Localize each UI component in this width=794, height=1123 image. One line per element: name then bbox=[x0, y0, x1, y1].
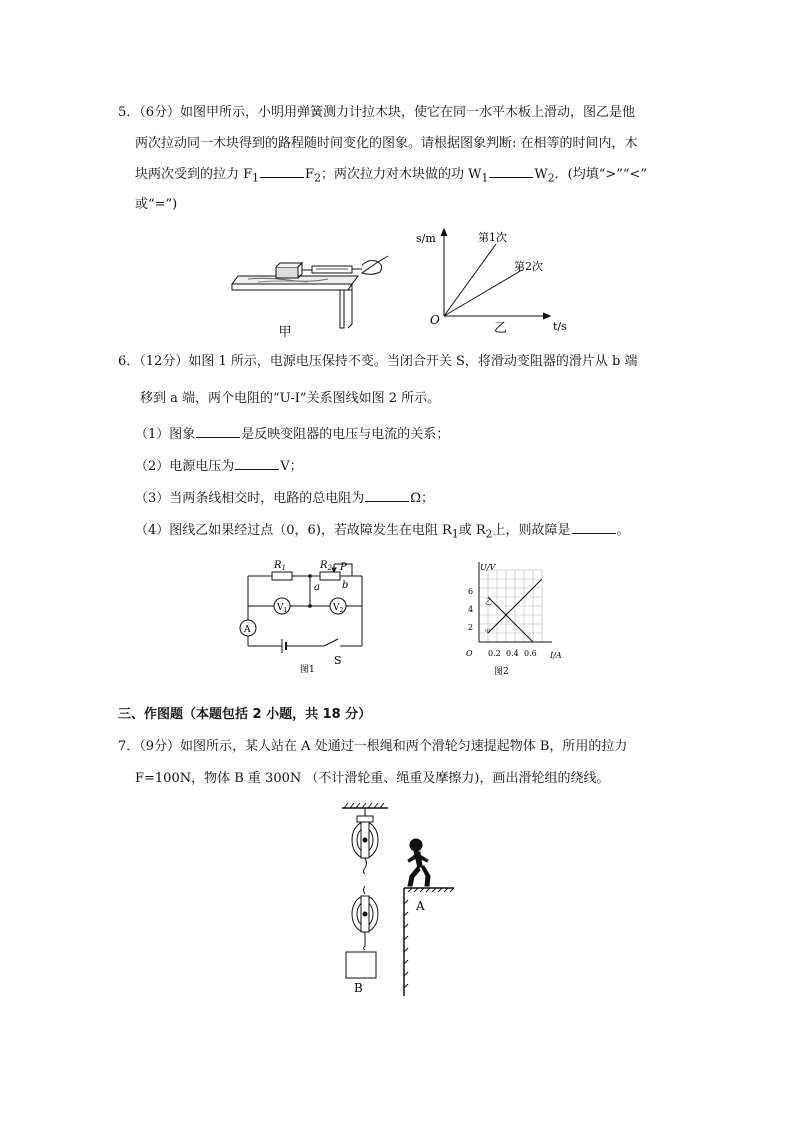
label-b: b bbox=[342, 580, 349, 591]
q5-line-3 bbox=[135, 165, 647, 188]
series-line-1 bbox=[444, 244, 496, 316]
figure-jia-caption: 甲 bbox=[278, 325, 292, 340]
label-v2: $V_2$ bbox=[333, 603, 344, 614]
label-a: a bbox=[314, 582, 320, 593]
person-icon bbox=[408, 839, 430, 886]
subscript: 2 bbox=[485, 527, 493, 541]
x-tick-0.4: 0.4 bbox=[506, 649, 519, 658]
q5-text-work-1: ；两次拉力对木块做的功 W bbox=[320, 167, 482, 182]
label-ammeter: A bbox=[244, 625, 251, 635]
y-tick-2: 2 bbox=[468, 623, 474, 632]
q6-line-1: 6．（12分）如图 1 所示，电源电压保持不变。当闭合开关 S，将滑动变阻器的滑片从 b 端 bbox=[118, 354, 638, 369]
x-axis-label: I/A bbox=[550, 651, 562, 660]
series-label-1: 第1次 bbox=[478, 231, 507, 244]
q7-line-1: 7．（9分）如图所示，某人站在 A 处通过一根绳和两个滑轮匀速提起物体 B，所用的拉力 bbox=[118, 739, 628, 754]
label-p: P bbox=[340, 562, 347, 573]
series-label-jia: 甲 bbox=[485, 629, 491, 635]
label-a: A bbox=[416, 899, 425, 913]
circuit-diagram bbox=[236, 556, 376, 678]
q5-line-1: 5．（6分）如图甲所示，小明用弹簧测力计拉木块，使它在同一水平木板上滑动，图乙是他 bbox=[118, 105, 636, 120]
switch-s bbox=[324, 639, 338, 646]
label-switch: S bbox=[334, 654, 342, 667]
q6-blank-2[interactable] bbox=[235, 457, 279, 470]
q6-part-4-text-a: （4）图线乙如果经过点（0，6)，若故障发生在电阻 R bbox=[135, 523, 452, 538]
q5-line-4: 或“=”) bbox=[135, 197, 178, 212]
q6-part-4-text-b: 或 R bbox=[458, 523, 486, 538]
figure-yi-caption: 乙 bbox=[494, 321, 508, 336]
label-r1: $R_1$ bbox=[274, 560, 286, 572]
series-label-yi: 乙 bbox=[485, 598, 492, 606]
q5-text-hint: ．(均填“>”“<” bbox=[554, 167, 648, 182]
subscript: 2 bbox=[314, 171, 321, 185]
q5-text-force-1: 块两次受到的拉力 F bbox=[135, 167, 253, 182]
x-tick-0.6: 0.6 bbox=[524, 649, 537, 658]
q6-part-2-text-b: V； bbox=[280, 459, 303, 474]
origin-label: O bbox=[466, 649, 473, 658]
label-b: B bbox=[354, 981, 363, 995]
q6-part-2-text-a: （2）电源电压为 bbox=[135, 459, 235, 474]
q6-blank-4[interactable] bbox=[572, 521, 616, 534]
q6-part-1 bbox=[135, 425, 449, 444]
y-tick-6: 6 bbox=[468, 587, 474, 596]
series-line-2 bbox=[444, 270, 522, 316]
q6-part-2 bbox=[135, 457, 303, 476]
y-axis-label: U/V bbox=[480, 563, 496, 572]
y-arrow-icon bbox=[441, 229, 447, 236]
ui-graph-caption: 图2 bbox=[494, 667, 509, 677]
y-tick-4: 4 bbox=[468, 605, 474, 614]
q6-part-4-text-c: 上，则故障是 bbox=[492, 523, 571, 538]
q6-part-3-text-a: （3）当两条线相交时，电路的总电阻为 bbox=[135, 491, 365, 506]
figure-yi-graph bbox=[410, 224, 580, 340]
q6-part-4-text-d: 。 bbox=[616, 523, 630, 538]
q5-blank-work[interactable] bbox=[489, 165, 533, 178]
pulley-figure bbox=[330, 800, 470, 1000]
q5-line-2: 两次拉动同一木块得到的路程随时间变化的图象。请根据图象判断: 在相等的时间内，木 bbox=[135, 136, 638, 151]
q6-blank-3[interactable] bbox=[365, 489, 409, 502]
q6-part-3-text-b: Ω； bbox=[410, 491, 435, 506]
q6-part-1-text-a: （1）图象 bbox=[135, 427, 196, 442]
subscript: 1 bbox=[451, 527, 459, 541]
label-r2: $R_2$ bbox=[320, 560, 332, 572]
q5-text-work-2: W bbox=[534, 167, 548, 182]
series-line-yi bbox=[488, 597, 533, 642]
subscript: 1 bbox=[481, 171, 489, 185]
ui-graph bbox=[460, 558, 580, 680]
x-axis-label: t/s bbox=[553, 320, 567, 333]
x-arrow-icon bbox=[543, 313, 550, 319]
subscript: 1 bbox=[252, 171, 260, 185]
q6-part-4 bbox=[135, 521, 630, 544]
q6-part-3 bbox=[135, 489, 434, 508]
q6-blank-1[interactable] bbox=[196, 425, 240, 438]
resistor-r1 bbox=[272, 572, 292, 580]
section-title: 三、作图题（本题包括 2 小题，共 18 分） bbox=[118, 707, 372, 722]
q5-text-force-2: F bbox=[305, 167, 315, 182]
subscript: 2 bbox=[547, 171, 555, 185]
block-b bbox=[346, 952, 376, 978]
rheostat-r2 bbox=[320, 572, 340, 580]
series-label-2: 第2次 bbox=[514, 260, 543, 273]
q7-line-2: F=100N，物体 B 重 300N （不计滑轮重、绳重及摩擦力)，画出滑轮组的绕线。 bbox=[135, 771, 610, 786]
figure-jia-table bbox=[228, 232, 398, 342]
circuit-caption: 图1 bbox=[300, 665, 315, 675]
x-tick-0.2: 0.2 bbox=[488, 649, 501, 658]
q5-blank-force[interactable] bbox=[260, 165, 304, 178]
y-axis-label: s/m bbox=[416, 232, 436, 245]
label-v1: $V_1$ bbox=[277, 603, 288, 614]
q6-part-1-text-b: 是反映变阻器的电压与电流的关系； bbox=[241, 427, 450, 442]
origin-label: O bbox=[430, 313, 440, 327]
q6-line-2: 移到 a 端，两个电阻的“U-I”关系图线如图 2 所示。 bbox=[140, 391, 441, 406]
